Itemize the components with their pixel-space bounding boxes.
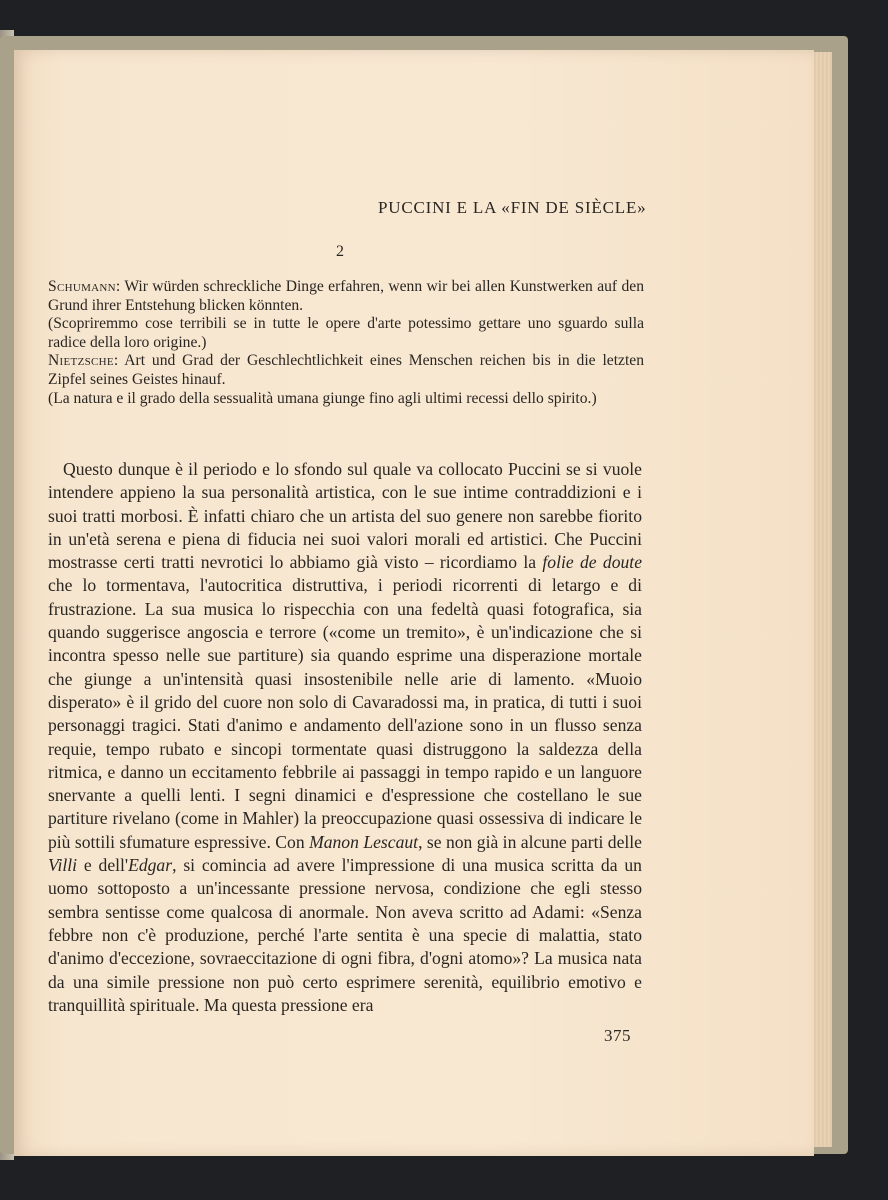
epigraph-translation: (La natura e il grado della sessualità umana giunge fino agli ultimi recessi dello spirito.) bbox=[48, 389, 597, 407]
epigraph-original: : Wir würden schreckliche Dinge erfahren, wenn wir bei allen Kunstwerken auf den Grund ihrer Entstehung blicken könnten. bbox=[48, 278, 644, 314]
page-number: 375 bbox=[604, 1026, 631, 1045]
body-paragraph bbox=[48, 458, 642, 1017]
body-text-run: , si comincia ad avere l'impressione di una musica scritta da un uomo sottoposto a un'incessante pressione nervosa, condizione che egli stesso sembra sentisse come qualcosa di anormale. Non aveva scritto ad Adami: «Senza febbre non c'è produzione, perché l'arte sentita è una specie di malattia, stato d'animo d'eccezione, sovraeccitazione di ogni fibra, d'ogni atomo»? La musica nata da una simile pressione non può certo esprimere serenità, equilibrio emotivo e tranquillità spirituale. Ma questa pressione era bbox=[48, 855, 642, 1015]
epigraph-original: : Art und Grad der Geschlechtlichkeit eines Menschen reichen bis in die letzten Zipfel seines Geistes hinauf. bbox=[48, 352, 644, 388]
section-number: 2 bbox=[336, 243, 344, 260]
body-text-run: che lo tormentava, l'autocritica distruttiva, i periodi ricorrenti di letargo e di frustrazione. La sua musica lo rispecchia con una fedeltà quasi fotografica, sia quando suggerisce angoscia e terrore («come un tremito», è un'indicazione che si incontra spesso nelle sue partiture) sia quando esprime una disperazione mortale che giunge a un'intensità quasi insostenibile nelle arie di lamento. «Muoio disperato» è il grido del cuore non solo di Cavaradossi ma, in pratica, di tutti i suoi personaggi tragici. Stati d'animo e andamento dell'azione sono in un flusso senza requie, tempo rubato e sincopi tormentate quasi distruggono la saldezza della ritmica, e danno un eccitamento febbrile ai passaggi in tempo rapido e un languore snervante a quelli lenti. I segni dinamici e d'espressione che costellano le sue partiture rivelano (come in Mahler) la preoccupazione quasi ossessiva di indicare le più sottili sfumature espressive. Con bbox=[48, 575, 642, 852]
italic-title: Edgar bbox=[128, 855, 173, 876]
epigraph-author: Nietzsche bbox=[48, 352, 114, 370]
epigraph-quote bbox=[48, 352, 644, 389]
body-text bbox=[48, 458, 642, 1017]
body-text-run: Questo dunque è il periodo e lo sfondo sul quale va collocato Puccini se si vuole intendere appieno la sua personalità artistica, con le sue intime contraddizioni e i suoi tratti morbosi. È infatti chiaro che un artista del suo genere non sarebbe fiorito in un'età serena e piena di fiducia nei suoi valori morali ed artistici. Che Puccini mostrasse certi tratti nevrotici lo abbiamo già visto – ricordiamo la bbox=[48, 459, 642, 573]
epigraph-author: Schumann bbox=[48, 278, 116, 295]
running-head: PUCCINI E LA «FIN DE SIÈCLE» bbox=[378, 198, 647, 217]
epigraph-block bbox=[48, 278, 644, 408]
epigraph-translation: (Scopriremmo cose terribili se in tutte le opere d'arte potessimo gettare uno sguardo sulla radice della loro origine.) bbox=[48, 315, 644, 351]
italic-title: Manon Lescaut bbox=[309, 831, 419, 852]
italic-phrase: folie de doute bbox=[542, 552, 642, 573]
italic-title: Villi bbox=[48, 855, 77, 876]
body-text-run: e dell' bbox=[77, 855, 129, 876]
body-text-run: , se non già in alcune parti delle bbox=[418, 831, 642, 852]
epigraph-quote bbox=[48, 278, 644, 315]
